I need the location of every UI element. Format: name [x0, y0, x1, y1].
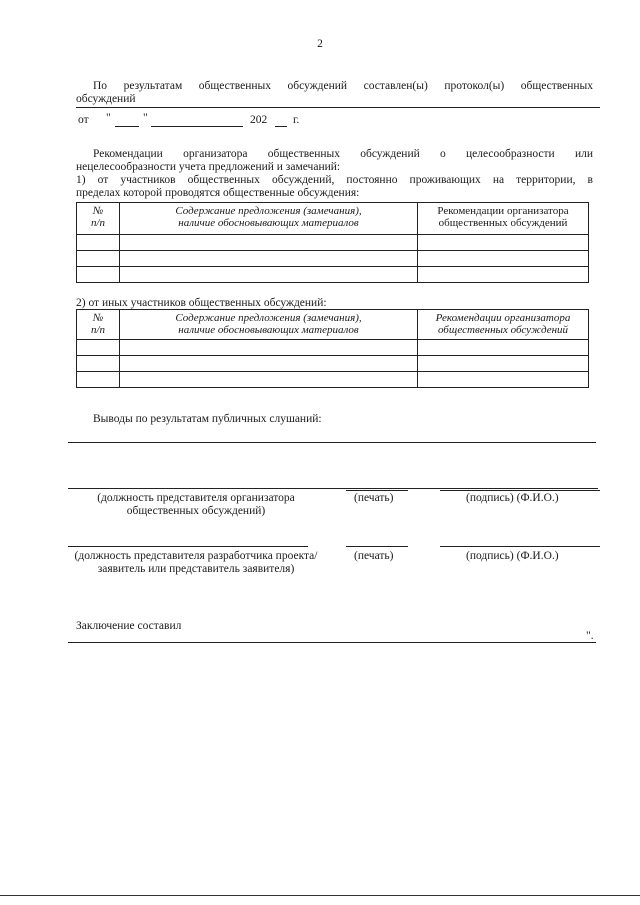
- org-seal-line: [346, 490, 408, 491]
- compiled-line: [68, 642, 596, 643]
- org-sign-line: [440, 490, 600, 491]
- dev-position-line: [68, 546, 308, 547]
- section-1-line-2: пределах которой проводятся общественные обсуждения:: [76, 187, 360, 199]
- date-year-blank: [275, 126, 287, 127]
- compiled-end-mark: ".: [586, 630, 594, 642]
- page-number: 2: [317, 38, 323, 50]
- date-year-prefix: 202: [250, 114, 268, 126]
- dev-sign-caption: (подпись) (Ф.И.О.): [466, 550, 559, 562]
- compiled-label: Заключение составил: [76, 620, 182, 632]
- conclusions-title: Выводы по результатам публичных слушаний:: [93, 413, 322, 425]
- dev-sign-line: [440, 546, 600, 547]
- recommendations-table-2: [76, 309, 589, 388]
- recommendations-table-1: [76, 202, 589, 283]
- section-2-title: 2) от иных участников общественных обсуждений:: [76, 297, 327, 309]
- header-recommendations: Рекомендации организатора общественных обсуждений: [418, 310, 589, 340]
- table-header-row: [77, 310, 589, 340]
- header-number: № п/п: [77, 203, 120, 235]
- table-row: [77, 267, 589, 283]
- conclusions-line-1: [68, 442, 596, 443]
- table-row: [77, 251, 589, 267]
- table-row: [77, 340, 589, 356]
- date-suffix: г.: [293, 114, 300, 126]
- dev-seal-line: [346, 546, 408, 547]
- conclusions-line-2: [68, 488, 598, 489]
- org-seal-caption: (печать): [354, 492, 394, 504]
- dev-position-caption: (должность представителя разработчика проекта/заявитель или представитель заявителя): [74, 550, 318, 575]
- date-quote-open: ": [106, 112, 111, 124]
- date-day-blank: [115, 126, 139, 127]
- header-recommendations: Рекомендации организатора общественных обсуждений: [418, 203, 589, 235]
- recommendations-line-2: нецелесообразности учета предложений и замечаний:: [76, 161, 341, 173]
- table-row: [77, 356, 589, 372]
- section-1-line-1: 1) от участников общественных обсуждений, постоянно проживающих на территории, в: [76, 174, 593, 186]
- table-row: [77, 235, 589, 251]
- header-content: Содержание предложения (замечания), наличие обосновывающих материалов: [120, 310, 418, 340]
- protocol-line-1: По результатам общественных обсуждений составлен(ы) протокол(ы) общественных: [93, 80, 593, 92]
- recommendations-line-1: Рекомендации организатора общественных обсуждений о целесообразности или: [93, 148, 593, 160]
- header-content: Содержание предложения (замечания), наличие обосновывающих материалов: [120, 203, 418, 235]
- table-header-row: [77, 203, 589, 235]
- table-row: [77, 372, 589, 388]
- bottom-edge-line: [0, 895, 640, 896]
- header-number: № п/п: [77, 310, 120, 340]
- date-prefix: от: [78, 114, 89, 126]
- date-month-blank: [151, 126, 243, 127]
- dev-seal-caption: (печать): [354, 550, 394, 562]
- org-sign-caption: (подпись) (Ф.И.О.): [466, 492, 559, 504]
- date-quote-close: ": [143, 112, 148, 124]
- org-position-caption: (должность представителя организатора общественных обсуждений): [97, 492, 295, 517]
- protocol-line-2: обсуждений: [76, 93, 136, 105]
- protocol-underline: [76, 107, 600, 108]
